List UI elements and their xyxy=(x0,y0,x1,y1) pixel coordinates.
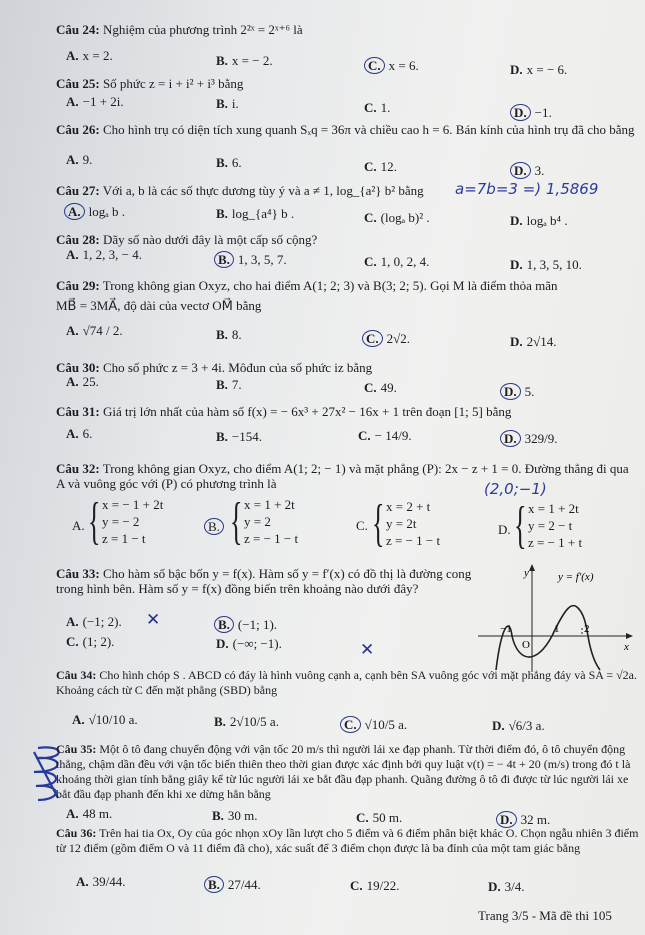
option-c: C. 1, 0, 2, 4. xyxy=(364,254,430,269)
option-a: A. 25. xyxy=(66,374,99,389)
question-27: Câu 27: Với a, b là các số thực dương tùy ý và a ≠ 1, log_{a²} b² bằng xyxy=(56,183,424,198)
option-d: D. logₐ b⁴ . xyxy=(510,213,568,228)
option-a: A. −1 + 2i. xyxy=(66,94,124,109)
option-c-selected: C. 2√2. xyxy=(362,330,410,347)
eq-row: x = 2 + t xyxy=(386,499,431,514)
cross-mark-icon: ✕ xyxy=(360,640,375,660)
option-c: C. 49. xyxy=(364,380,397,395)
option-b: B. −154. xyxy=(216,429,263,444)
option-b: B. 8. xyxy=(216,327,242,342)
tick-label: −1 xyxy=(500,623,512,635)
option-c: C. 50 m. xyxy=(356,810,403,825)
option-c: C. (1; 2). xyxy=(66,634,115,649)
option-a: A. x = 2. xyxy=(66,48,113,63)
f-prime-label: y = f′(x) xyxy=(558,571,594,583)
handwritten-note-27: a=7b=3 =) 1,5869 xyxy=(455,180,599,198)
x-label: x xyxy=(624,641,629,653)
eq-row: y = 2t xyxy=(386,516,417,531)
option-d: D. 1, 3, 5, 10. xyxy=(510,257,582,272)
option-c: C. 1. xyxy=(364,100,391,115)
question-33: Câu 33: Cho hàm số bậc bốn y = f(x). Hàm số y = f′(x) có đồ thị là đường cong trong hình bên. Hàm số y = f(x) đồng biến trên khoảng nào dưới đây? xyxy=(56,566,472,596)
origin-label: O xyxy=(522,639,530,651)
option-b: B. 2√10/5 a. xyxy=(214,714,279,729)
option-c-label: C. xyxy=(356,518,368,533)
option-a-system: { x = − 1 + 2t y = − 2 z = 1 − t xyxy=(88,493,164,550)
option-d-selected: D. 3. xyxy=(510,162,544,179)
option-b-selected: B. 1, 3, 5, 7. xyxy=(214,251,287,268)
tick-label: 1 xyxy=(554,623,560,635)
derivative-graph xyxy=(474,562,634,674)
option-b-selected: B. 27/44. xyxy=(204,876,261,893)
question-28: Câu 28: Dãy số nào dưới đây là một cấp số cộng? xyxy=(56,232,318,247)
cross-mark-icon: ✕ xyxy=(146,610,161,630)
option-d-selected: D. 5. xyxy=(500,383,534,400)
handwritten-note-32: (2,0;−1) xyxy=(484,480,547,498)
option-a-selected: A. logₐ b . xyxy=(64,203,125,220)
option-d: D. 2√14. xyxy=(510,334,557,349)
option-d: D. √6/3 a. xyxy=(492,718,545,733)
question-32: Câu 32: Trong không gian Oxyz, cho điểm A(1; 2; − 1) và mặt phẳng (P): 2x − z + 1 = 0. Đường thẳng đi qua A và vuông góc với (P) có phương trình là xyxy=(56,461,629,491)
question-29-line-2: MB⃗ = 3MA⃗, độ dài của vectơ OM⃗ bằng xyxy=(56,298,262,313)
option-d: D. x = − 6. xyxy=(510,62,568,77)
eq-row: x = 1 + 2t xyxy=(528,501,579,516)
option-a: A. 1, 2, 3, − 4. xyxy=(66,247,142,262)
eq-row: z = 1 − t xyxy=(102,531,146,546)
page-footer: Trang 3/5 - Mã đề thi 105 xyxy=(478,908,612,923)
eq-row: z = − 1 + t xyxy=(528,535,583,550)
option-c: C. (logₐ b)² . xyxy=(364,210,430,225)
question-31: Câu 31: Giá trị lớn nhất của hàm số f(x) = − 6x³ + 27x² − 16x + 1 trên đoạn [1; 5] bằng xyxy=(56,404,512,419)
y-axis-arrow xyxy=(529,564,535,571)
option-a: A. √74 / 2. xyxy=(66,323,123,338)
y-label: y xyxy=(524,567,529,579)
option-b: B. 30 m. xyxy=(212,808,258,823)
question-35: Câu 35: Một ô tô đang chuyển động với vận tốc 20 m/s thì người lái xe đạp phanh. Từ thời điểm đó, ô tô chuyển động thẳng, chậm dần đều với vận tốc biến thiên theo thời gian được xác định bởi quy luật v(t) = − 4t + 20 (m/s) trong đó t là khoảng thời gian tính bằng giây kể từ lúc người lái xe bắt đầu đạp phanh. Quãng đường ô tô đi được từ lúc người lái xe bắt đầu đạp phanh đến khi xe dừng hẳn bằng xyxy=(56,742,631,801)
option-d-selected: D. 32 m. xyxy=(496,811,550,828)
option-d: D. 3/4. xyxy=(488,879,525,894)
option-b: B. x = − 2. xyxy=(216,53,273,68)
option-a: A. 48 m. xyxy=(66,806,113,821)
eq-row: y = 2 xyxy=(244,514,271,529)
option-b: B. 6. xyxy=(216,155,242,170)
option-c: C. 12. xyxy=(364,159,397,174)
question-26: Câu 26: Cho hình trụ có diện tích xung quanh Sₓq = 36π và chiều cao h = 6. Bán kính của hình trụ đã cho bằng xyxy=(56,122,635,137)
option-c-selected: C. x = 6. xyxy=(364,57,419,74)
option-c: C. 19/22. xyxy=(350,878,400,893)
eq-row: x = − 1 + 2t xyxy=(102,497,164,512)
option-d: D. (−∞; −1). xyxy=(216,636,282,651)
option-d-selected: D. −1. xyxy=(510,104,552,121)
option-a: A. 39/44. xyxy=(76,874,126,889)
option-b-label-selected: B. xyxy=(204,518,226,535)
eq-row: z = − 1 − t xyxy=(386,533,441,548)
option-d-system: { x = 1 + 2t y = 2 − t z = − 1 + t xyxy=(514,497,583,554)
option-c-system: { x = 2 + t y = 2t z = − 1 − t xyxy=(372,495,441,552)
question-34: Câu 34: Cho hình chóp S . ABCD có đáy là hình vuông cạnh a, cạnh bên SA vuông góc với mặt phẳng đáy và SA = √2a. Khoảng cách từ C đến mặt phẳng (SBD) bằng xyxy=(56,668,637,697)
option-b-system: { x = 1 + 2t y = 2 z = − 1 − t xyxy=(230,493,299,550)
option-c-selected: C. √10/5 a. xyxy=(340,716,407,733)
option-d-label: D. xyxy=(498,522,511,537)
eq-row: x = 1 + 2t xyxy=(244,497,295,512)
f-prime-curve xyxy=(496,606,600,670)
question-30: Câu 30: Cho số phức z = 3 + 4i. Môđun của số phức iz bằng xyxy=(56,360,373,375)
eq-row: z = − 1 − t xyxy=(244,531,299,546)
eq-row: y = − 2 xyxy=(102,514,140,529)
option-a: A. (−1; 2). xyxy=(66,614,122,629)
option-b-selected: B. (−1; 1). xyxy=(214,616,277,633)
option-b: B. 7. xyxy=(216,377,242,392)
question-25: Câu 25: Số phức z = i + i² + i³ bằng xyxy=(56,76,244,91)
tick-label: 2 xyxy=(584,623,590,635)
option-b: B. i. xyxy=(216,96,239,111)
question-36: Câu 36: Trên hai tia Ox, Oy của góc nhọn xOy lần lượt cho 5 điểm và 6 điểm phân biệt khác O. Chọn ngẫu nhiên 3 điểm từ 12 điểm (gồm điểm O và 11 điểm đã cho), xác suất để 3 điểm chọn được là ba đỉnh của một tam giác bằng xyxy=(56,826,639,855)
option-a-label: A. xyxy=(72,518,85,533)
option-a: A. 6. xyxy=(66,426,93,441)
option-b: B. log_{a⁴} b . xyxy=(216,206,295,221)
eq-row: y = 2 − t xyxy=(528,518,573,533)
question-29: Câu 29: Trong không gian Oxyz, cho hai điểm A(1; 2; 3) và B(3; 2; 5). Gọi M là điểm thỏa mãn xyxy=(56,278,558,293)
x-axis-arrow xyxy=(626,633,633,639)
question-24: Câu 24: Nghiệm của phương trình 2²ˣ = 2ˣ⁺⁶ là xyxy=(56,22,303,37)
option-a: A. √10/10 a. xyxy=(72,712,138,727)
option-d-selected: D. 329/9. xyxy=(500,430,558,447)
option-a: A. 9. xyxy=(66,152,93,167)
option-c: C. − 14/9. xyxy=(358,428,412,443)
